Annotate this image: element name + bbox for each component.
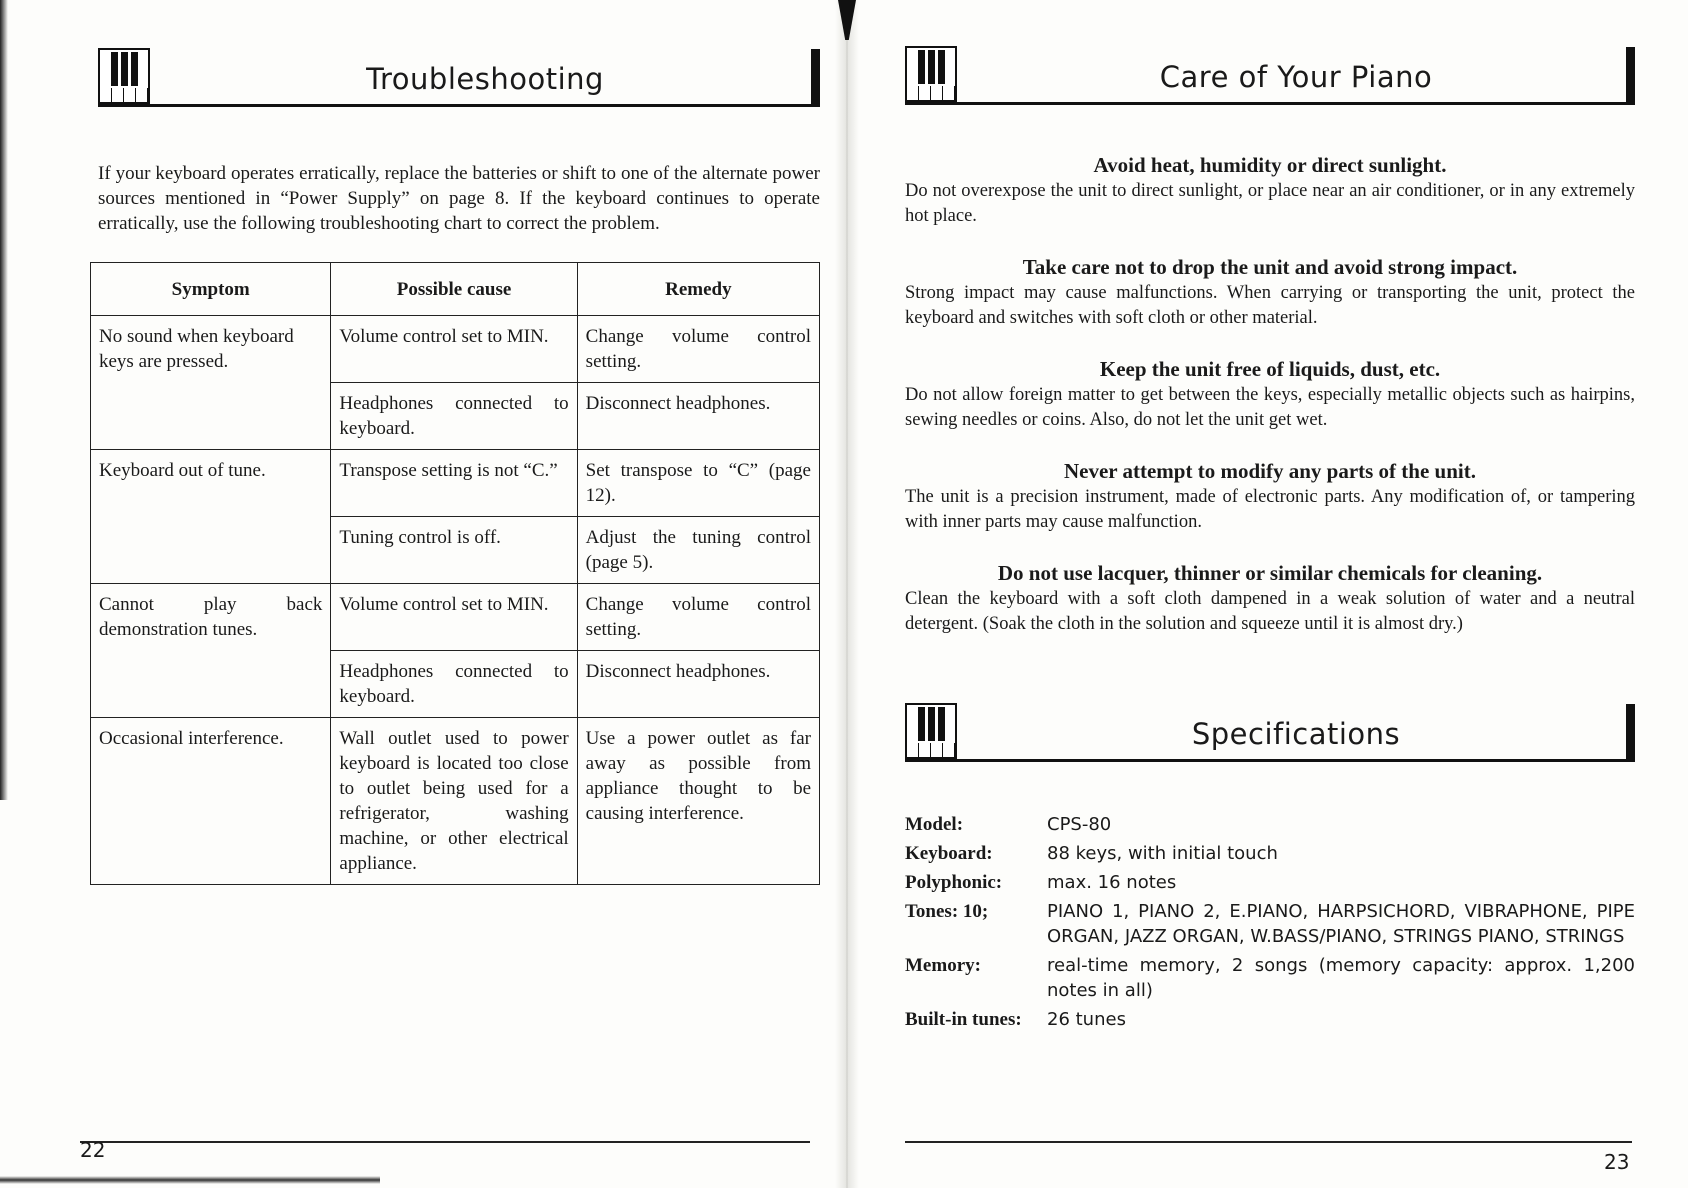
troubleshooting-heading [98, 40, 820, 107]
spec-label: Memory: [905, 955, 981, 976]
care-item [905, 457, 1635, 535]
remedy-cell: Use a power outlet as far away as possible from appliance thought to be causing interference. [577, 718, 819, 885]
piano-keys-icon [905, 703, 957, 759]
cause-cell: Transpose setting is not “C.” [331, 450, 577, 517]
care-heading [905, 38, 1635, 105]
specs-title: Specifications [1191, 717, 1401, 751]
remedy-cell: Disconnect headphones. [577, 651, 819, 718]
piano-keys-icon [905, 46, 957, 102]
spec-value: real-time memory, 2 songs (memory capacity: approx. 1,200 notes in all) [1047, 955, 1635, 1001]
table-row [91, 718, 820, 885]
care-item [905, 151, 1635, 229]
cause-cell: Volume control set to MIN. [331, 316, 577, 383]
symptom-cell: Cannot play back demonstration tunes. [91, 584, 331, 718]
remedy-cell: Disconnect headphones. [577, 383, 819, 450]
care-item-text: The unit is a precision instrument, made of electronic parts. Any modification of, or tampering with inner parts may cause malfunction. [905, 487, 1635, 532]
specs-heading [905, 695, 1635, 762]
header-possible-cause: Possible cause [331, 263, 577, 316]
remedy-cell: Change volume control setting. [577, 316, 819, 383]
book-spine [835, 0, 859, 1188]
heading-end-bar [1626, 47, 1635, 105]
spec-label: Tones: 10; [905, 901, 989, 922]
symptom-cell: Occasional interference. [91, 718, 331, 885]
care-list [905, 151, 1635, 637]
care-title: Care of Your Piano [1159, 60, 1433, 94]
spec-label: Keyboard: [905, 843, 993, 864]
care-item-title: Never attempt to modify any parts of the unit. [1064, 459, 1476, 483]
care-item [905, 253, 1635, 331]
spec-row [905, 1007, 1635, 1032]
care-item-title: Do not use lacquer, thinner or similar chemicals for cleaning. [997, 561, 1543, 585]
care-item-text: Do not allow foreign matter to get between the keys, especially metallic objects such as hairpins, sewing needles or coins. Also, do not let the unit get wet. [905, 385, 1635, 430]
heading-end-bar [1626, 704, 1635, 762]
care-item-text: Do not overexpose the unit to direct sunlight, or place near an air conditioner, or in any extremely hot place. [905, 181, 1635, 226]
cause-cell: Headphones connected to keyboard. [331, 651, 577, 718]
remedy-cell: Adjust the tuning control (page 5). [577, 517, 819, 584]
spec-value: CPS-80 [1047, 814, 1112, 835]
cause-cell: Tuning control is off. [331, 517, 577, 584]
care-item-title: Avoid heat, humidity or direct sunlight. [1093, 153, 1447, 177]
spec-label: Built-in tunes: [905, 1009, 1022, 1030]
care-item-text: Strong impact may cause malfunctions. When carrying or transporting the unit, protect the keyboard and switches with soft cloth or other material. [905, 283, 1635, 328]
footer-rule-left [80, 1141, 810, 1143]
spec-row [905, 899, 1635, 949]
footer-rule-right [905, 1141, 1632, 1143]
right-page [905, 0, 1635, 1188]
cause-cell: Volume control set to MIN. [331, 584, 577, 651]
spec-row [905, 870, 1635, 895]
remedy-cell: Set transpose to “C” (page 12). [577, 450, 819, 517]
troubleshooting-table [90, 262, 820, 885]
header-symptom: Symptom [91, 263, 331, 316]
symptom-cell: Keyboard out of tune. [91, 450, 331, 584]
spec-value: PIANO 1, PIANO 2, E.PIANO, HARPSICHORD, VIBRAPHONE, PIPE ORGAN, JAZZ ORGAN, W.BASS/PIANO, STRINGS PIANO, STRINGS [1047, 901, 1635, 947]
spec-value: max. 16 notes [1047, 872, 1177, 893]
care-item [905, 559, 1635, 637]
header-remedy: Remedy [577, 263, 819, 316]
spec-label: Model: [905, 814, 964, 835]
spec-list [905, 812, 1635, 1032]
table-row [91, 584, 820, 651]
spec-label: Polyphonic: [905, 872, 1003, 893]
heading-end-bar [811, 49, 820, 107]
spec-value: 26 tunes [1047, 1009, 1126, 1030]
spec-row [905, 953, 1635, 1003]
table-row [91, 316, 820, 383]
care-item-title: Take care not to drop the unit and avoid strong impact. [1022, 255, 1518, 279]
page-title: Troubleshooting [366, 62, 604, 96]
piano-keys-icon [98, 48, 150, 104]
spec-row [905, 841, 1635, 866]
page-number-right: 23 [1604, 1150, 1630, 1174]
care-item-text: Clean the keyboard with a soft cloth dampened in a weak solution of water and a neutral detergent. (Soak the cloth in the solution and squeeze until it is almost dry.) [905, 589, 1635, 634]
table-row [91, 450, 820, 517]
cause-cell: Wall outlet used to power keyboard is located too close to outlet being used for a refrigerator, washing machine, or other electrical appliance. [331, 718, 577, 885]
table-header-row [91, 263, 820, 316]
spec-value: 88 keys, with initial touch [1047, 843, 1278, 864]
left-page [80, 0, 820, 1188]
cause-cell: Headphones connected to keyboard. [331, 383, 577, 450]
page-number-left: 22 [80, 1138, 106, 1162]
intro-paragraph: If your keyboard operates erratically, replace the batteries or shift to one of the alternate power sources mentioned in “Power Supply” on page 8. If the keyboard continues to operate erratically, use the following troubleshooting chart to correct the problem. [98, 163, 820, 234]
spec-row [905, 812, 1635, 837]
care-item [905, 355, 1635, 433]
symptom-cell: No sound when keyboard keys are pressed. [91, 316, 331, 450]
care-item-title: Keep the unit free of liquids, dust, etc. [1099, 357, 1441, 381]
page-edge-shadow [0, 0, 8, 800]
remedy-cell: Change volume control setting. [577, 584, 819, 651]
